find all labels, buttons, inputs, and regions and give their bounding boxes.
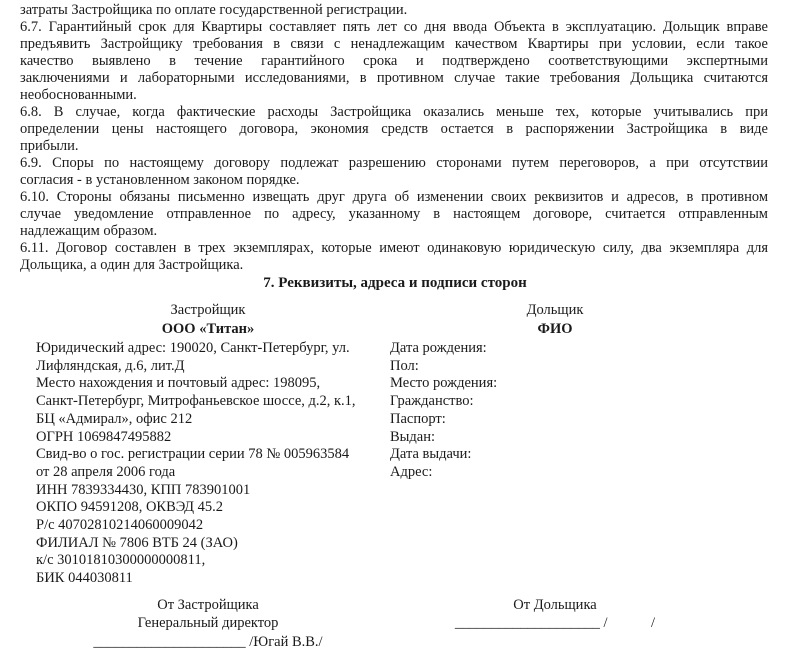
participant-details-list [390, 340, 720, 482]
body-text-line: 6.10. Стороны обязаны письменно извещать друг друга об изменении своих реквизитов и адресов, в противном [20, 189, 768, 205]
developer-column [36, 301, 380, 588]
participant-detail-line: Паспорт: [390, 410, 446, 427]
developer-detail-line: Свид-во о гос. регистрации серии 78 № 005963584 [36, 446, 350, 463]
signatures-section [0, 596, 790, 652]
body-text-line: 6.8. В случае, когда фактические расходы Застройщика оказались меньше тех, которые учитывались при [20, 104, 768, 120]
body-text-line: затраты Застройщика по оплате государственной регистрации. [20, 2, 408, 18]
developer-detail-line: Место нахождения и почтовый адрес: 198095, [36, 375, 321, 392]
developer-name: ООО «Титан» [161, 321, 255, 337]
developer-signature-block [36, 596, 380, 652]
participant-detail-line: Пол: [390, 357, 419, 374]
participant-role-label: Дольщик [526, 302, 584, 318]
developer-detail-line: Лифляндская, д.6, лит.Д [36, 357, 185, 374]
body-text-line: Дольщика, а один для Застройщика. [20, 257, 244, 273]
developer-detail-line: БЦ «Адмирал», офис 212 [36, 410, 193, 427]
requisites-section [0, 301, 790, 588]
developer-detail-line: БИК 044030811 [36, 570, 133, 587]
body-text-line: предъявить Застройщику требования в связи с ненадлежащим качеством Квартиры при условии, если такое [20, 36, 768, 52]
developer-detail-line: Юридический адрес: 190020, Санкт-Петербург, ул. [36, 340, 350, 356]
participant-detail-line: Гражданство: [390, 393, 474, 410]
participant-detail-line: Дата выдачи: [390, 446, 472, 463]
developer-detail-line: Санкт-Петербург, Митрофаньевское шоссе, д.2, к.1, [36, 393, 356, 410]
body-text-line: качество выявлено в течение гарантийного срока и подтверждено соответствующими экспертными [20, 53, 768, 69]
developer-detail-line: ФИЛИАЛ № 7806 ВТБ 24 (ЗАО) [36, 534, 238, 551]
developer-signatory-title: Генеральный директор [137, 615, 279, 632]
body-text-line: заключениями и лабораторными исследованиями, в противном случае такие требования Дольщика считаются [20, 70, 768, 86]
developer-role-label: Застройщик [170, 302, 246, 318]
developer-details-list [36, 340, 380, 588]
participant-name: ФИО [537, 321, 573, 337]
participant-detail-line: Место рождения: [390, 375, 498, 392]
participant-column [390, 301, 720, 588]
developer-signature-line: _____________________ /Югай В.В./ [93, 633, 323, 650]
developer-detail-line: ОГРН 1069847495882 [36, 428, 172, 445]
body-text-line: случае уведомление отправленное по адресу, указанному в настоящем договоре, считается отправленным [20, 206, 768, 222]
body-text-line: согласия - в установленном законом порядке. [20, 172, 300, 188]
developer-detail-line: ОКПО 94591208, ОКВЭД 45.2 [36, 499, 224, 516]
body-text-line: 6.7. Гарантийный срок для Квартиры составляет пять лет со дня ввода Объекта в эксплуатацию. Дольщик вправе [20, 19, 768, 35]
section-heading: 7. Реквизиты, адреса и подписи сторон [263, 275, 527, 291]
developer-detail-line: Р/с 40702810214060009042 [36, 517, 204, 534]
body-text-line: 6.9. Споры по настоящему договору подлежат разрешению сторонами путем переговоров, а при отсутствии [20, 155, 768, 171]
participant-detail-line: Выдан: [390, 428, 436, 445]
developer-detail-line: к/с 30101810300000000811, [36, 552, 206, 569]
participant-detail-line: Адрес: [390, 463, 433, 480]
developer-signature-from-label: От Застройщика [157, 596, 259, 613]
body-text-line: определении цены настоящего договора, экономия средств остается в распоряжении Застройщика в виде [20, 121, 768, 137]
developer-detail-line: ИНН 7839334430, КПП 783901001 [36, 481, 251, 498]
participant-signature-line: ____________________ / / [454, 615, 656, 632]
contract-body-text [0, 0, 790, 274]
body-text-line: прибыли. [20, 138, 79, 154]
participant-detail-line: Дата рождения: [390, 340, 487, 356]
developer-detail-line: от 28 апреля 2006 года [36, 463, 176, 480]
participant-signature-from-label: От Дольщика [513, 596, 597, 613]
body-text-line: необоснованными. [20, 87, 137, 103]
body-text-line: 6.11. Договор составлен в трех экземплярах, которые имеют одинаковую юридическую силу, два экземпляра для [20, 240, 768, 256]
participant-signature-block [390, 596, 720, 652]
body-text-line: надлежащим образом. [20, 223, 158, 239]
